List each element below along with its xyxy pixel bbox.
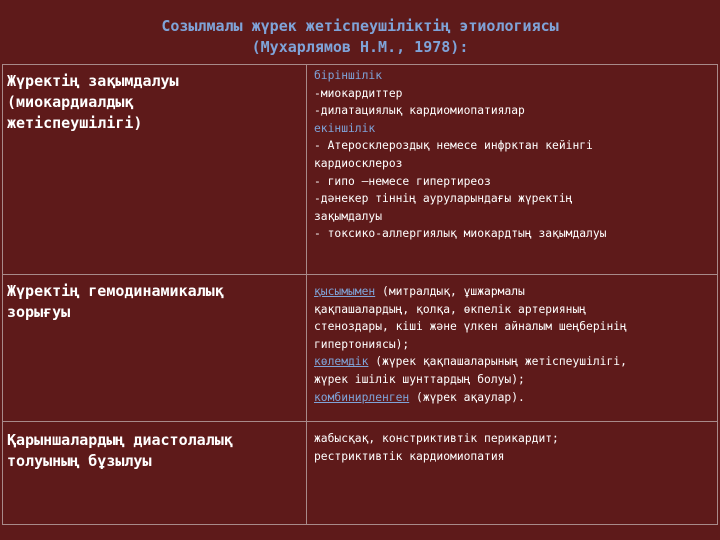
detail-line: жүрек ішілік шунттардың болуы); bbox=[314, 372, 525, 386]
cause-text-line: жетіспеушілігі) bbox=[7, 114, 143, 132]
etiology-table bbox=[2, 64, 718, 525]
detail-line: жабысқақ, констриктивтік перикардит; bbox=[314, 432, 559, 445]
row-1-details-cell bbox=[307, 65, 718, 275]
table-row bbox=[3, 65, 718, 275]
title-line-2: (Мухарлямов Н.М., 1978): bbox=[251, 38, 469, 56]
slide-title bbox=[0, 16, 720, 58]
cause-text-line: зорығуы bbox=[7, 303, 71, 321]
detail-line: кардиосклероз bbox=[314, 156, 403, 170]
detail-line: рестриктивтік кардиомиопатия bbox=[314, 449, 505, 463]
detail-line: қақпашалардың, қолқа, өкпелік артерияның bbox=[314, 302, 587, 316]
detail-text: (жүрек қақпашаларының жетіспеушілігі, bbox=[368, 355, 627, 369]
row-1-cause-cell bbox=[3, 65, 307, 275]
table-row bbox=[3, 422, 718, 525]
row-3-cause-cell bbox=[3, 422, 307, 525]
cause-text-line: Жүректің зақымдалуы bbox=[7, 72, 179, 90]
primary-heading: біріншілік bbox=[314, 69, 383, 82]
detail-line: -дәнекер тіннің ауруларындағы жүректің bbox=[314, 192, 573, 206]
cause-text-line: Жүректің гемодинамикалық bbox=[7, 282, 224, 300]
detail-line: - Атеросклероздық немесе инфрктан кейінгі bbox=[314, 139, 593, 153]
volume-keyword: көлемдік bbox=[314, 355, 369, 369]
cause-text-line: толуының бұзылуы bbox=[7, 452, 152, 470]
combined-keyword: комбинирленген bbox=[314, 390, 410, 404]
detail-line: -дилатациялық кардиомиопатиялар bbox=[314, 104, 525, 118]
cause-text-line: Қарыншалардың диастолалық bbox=[7, 431, 233, 449]
title-line-1: Созылмалы жүрек жетіспеушіліктің этиологиясы bbox=[161, 17, 559, 35]
table-row bbox=[3, 275, 718, 422]
detail-line: - гипо –немесе гипертиреоз bbox=[314, 174, 491, 188]
detail-line: стеноздары, кіші және үлкен айналым шеңберінің bbox=[314, 320, 627, 334]
detail-line: - токсико-аллергиялық миокардтың зақымдалуы bbox=[314, 227, 607, 241]
detail-line: гипертониясы); bbox=[314, 337, 410, 351]
cause-text-line: (миокардиалдық bbox=[7, 93, 134, 111]
detail-line: -миокардиттер bbox=[314, 86, 403, 100]
row-2-details-cell bbox=[307, 275, 718, 422]
detail-line: зақымдалуы bbox=[314, 209, 383, 223]
detail-text: (жүрек ақаулар). bbox=[409, 390, 525, 404]
secondary-heading: екіншілік bbox=[314, 121, 376, 135]
row-2-cause-cell bbox=[3, 275, 307, 422]
pressure-keyword: қысымымен bbox=[314, 285, 376, 298]
detail-text: (митралдық, ұшжармалы bbox=[375, 285, 525, 298]
row-3-details-cell bbox=[307, 422, 718, 525]
